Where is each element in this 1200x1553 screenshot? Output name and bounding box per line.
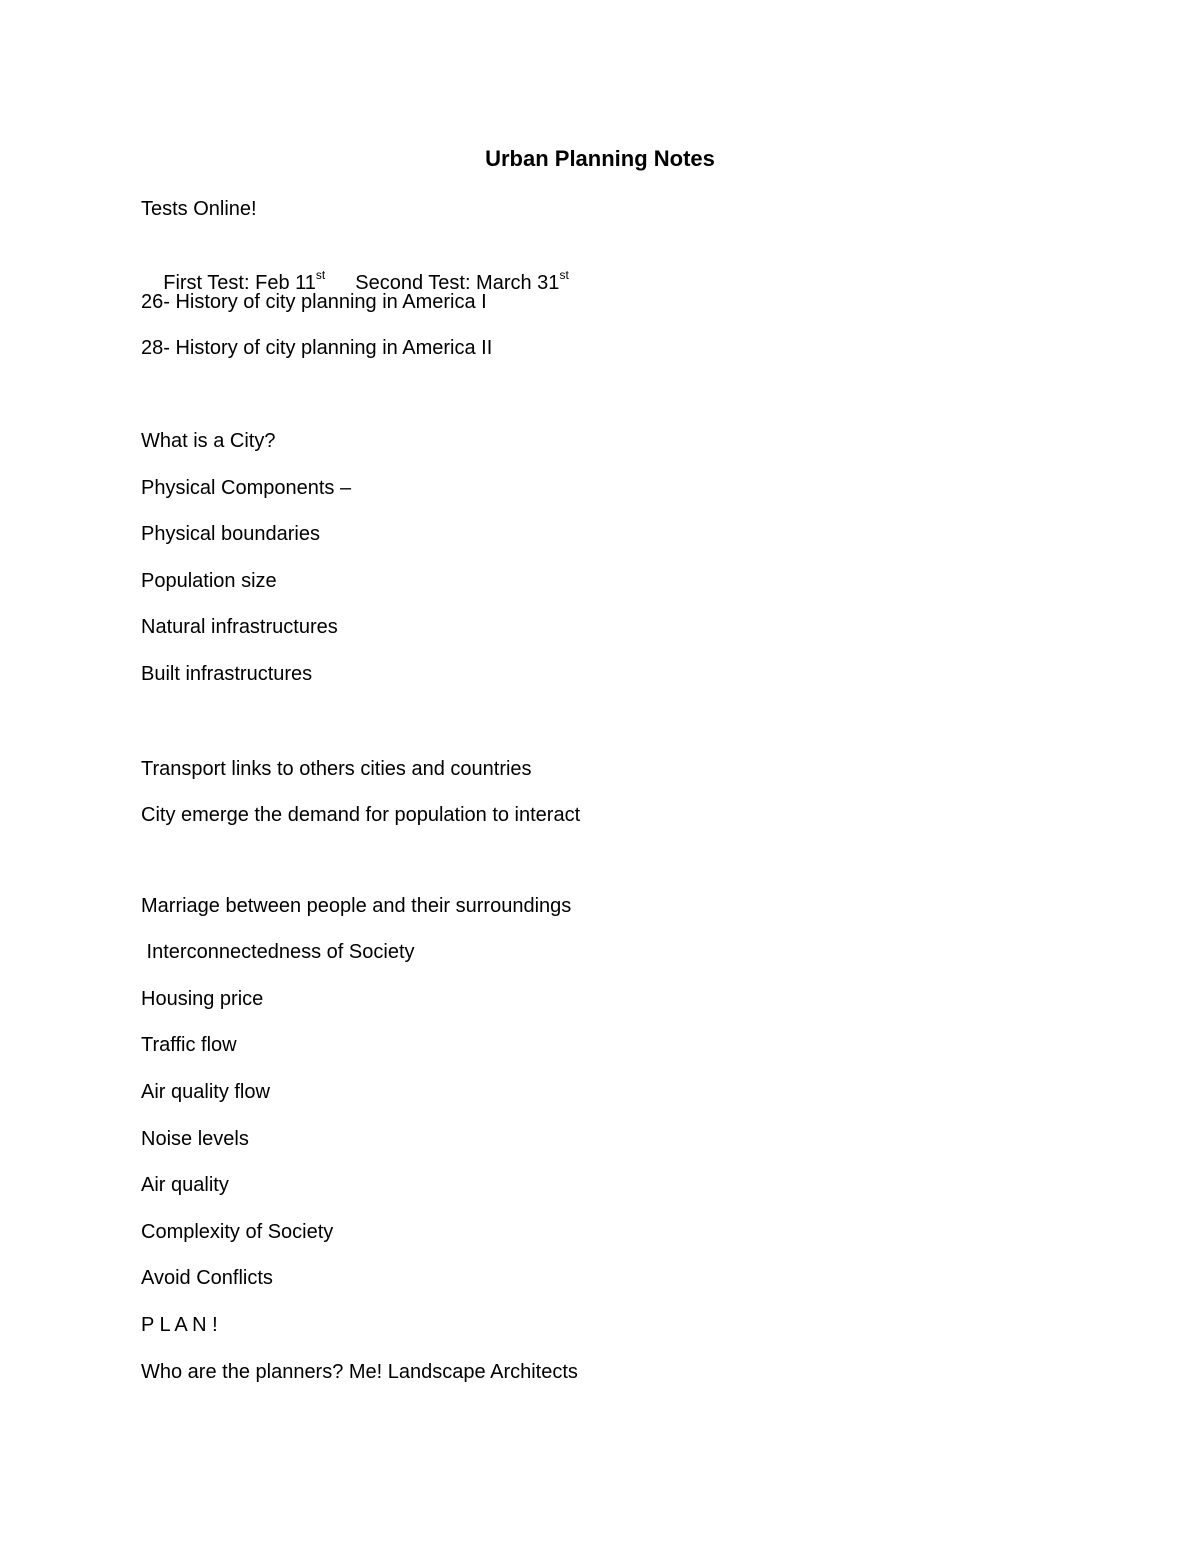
- transport-note-line: Transport links to others cities and countries: [141, 758, 532, 780]
- society-note-line: Interconnectedness of Society: [141, 941, 415, 963]
- planners-line: Who are the planners? Me! Landscape Architects: [141, 1361, 578, 1383]
- second-test-label: Second Test: March 31: [355, 272, 560, 294]
- city-note-line: Built infrastructures: [141, 663, 313, 685]
- society-note-line: Noise levels: [141, 1128, 249, 1150]
- society-note-line: Air quality flow: [141, 1081, 270, 1103]
- society-note-line: Air quality: [141, 1174, 229, 1196]
- society-note-line: Housing price: [141, 988, 264, 1010]
- page-title: Urban Planning Notes: [485, 146, 715, 171]
- first-test-suffix: st: [315, 268, 326, 283]
- transport-note-line: City emerge the demand for population to interact: [141, 804, 581, 826]
- city-note-line: Physical boundaries: [141, 523, 320, 545]
- schedule-line: 26- History of city planning in America I: [141, 291, 487, 313]
- society-note-line: Traffic flow: [141, 1034, 237, 1056]
- society-note-line: Marriage between people and their surroundings: [141, 895, 572, 917]
- city-note-line: Physical Components –: [141, 477, 352, 499]
- society-note-line: Avoid Conflicts: [141, 1267, 273, 1289]
- second-test-suffix: st: [559, 268, 569, 283]
- city-note-line: Natural infrastructures: [141, 616, 338, 638]
- city-question-line: What is a City?: [141, 430, 276, 452]
- plan-line: P L A N !: [141, 1314, 218, 1336]
- city-note-line: Population size: [141, 570, 277, 592]
- tests-online-line: Tests Online!: [141, 198, 257, 220]
- schedule-line: 28- History of city planning in America II: [141, 337, 493, 359]
- society-note-line: Complexity of Society: [141, 1221, 334, 1243]
- first-test-label: First Test: Feb 11: [163, 272, 316, 294]
